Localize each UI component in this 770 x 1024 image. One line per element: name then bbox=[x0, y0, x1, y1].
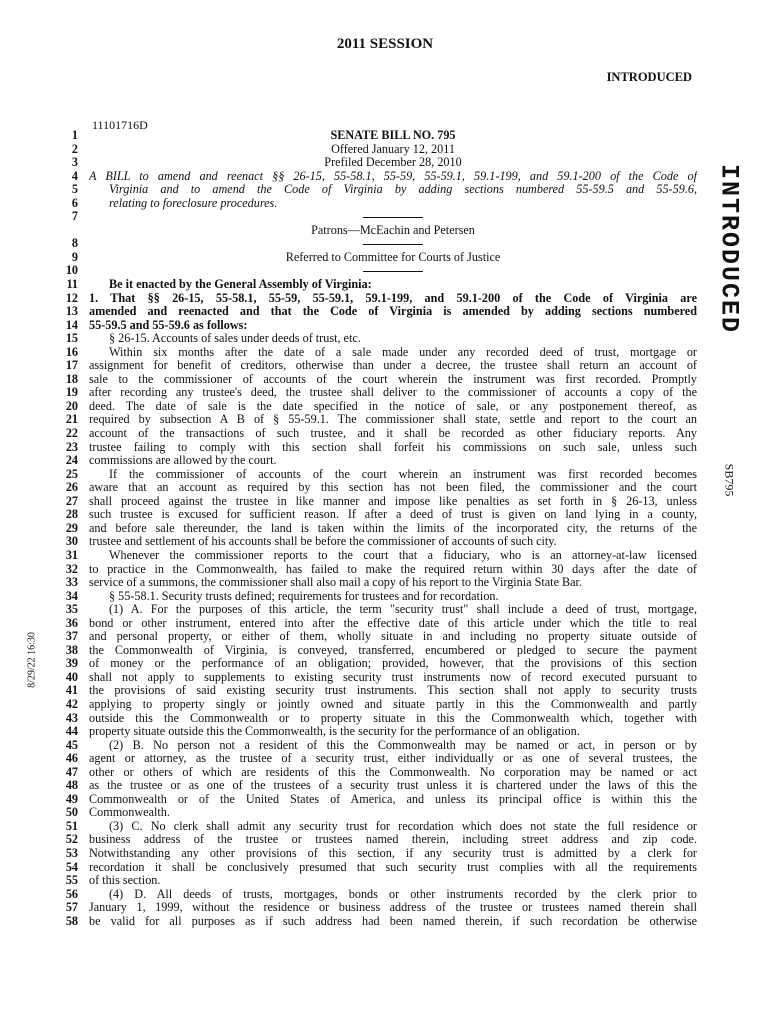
line-number: 49 bbox=[65, 791, 78, 806]
bill-line bbox=[50, 793, 710, 807]
line-text: of money or the performance of an obligation; provided, however, that the provisions of this section bbox=[89, 657, 697, 671]
line-number: 31 bbox=[65, 547, 78, 562]
bill-line bbox=[50, 251, 710, 265]
line-number: 24 bbox=[65, 453, 78, 468]
line-number: 42 bbox=[65, 696, 78, 711]
bill-line bbox=[50, 359, 710, 373]
vertical-status-label bbox=[714, 134, 744, 364]
line-text: of this section. bbox=[89, 874, 161, 888]
line-number: 4 bbox=[71, 168, 78, 183]
line-text bbox=[89, 237, 697, 251]
line-text: the Commonwealth of Virginia, is conveyed, transferred, encumbered or pledged to secure the payment bbox=[89, 643, 697, 657]
bill-line bbox=[50, 224, 710, 238]
bill-line bbox=[50, 576, 710, 590]
bill-line bbox=[50, 441, 710, 455]
bill-line bbox=[50, 725, 710, 739]
bill-line bbox=[50, 400, 710, 414]
line-text: Whenever the commissioner reports to the court that a fiduciary, who is an attorney-at-law licensed bbox=[109, 548, 697, 562]
line-number: 50 bbox=[65, 805, 78, 820]
bill-line bbox=[50, 292, 710, 306]
line-number: 43 bbox=[65, 710, 78, 725]
line-text: applying to property singly or jointly owned and situate partly in this the Commonwealth and partly bbox=[89, 697, 697, 711]
line-text: account of the transactions of such trustee, and it shall be recorded as other fiduciary reports. Any bbox=[89, 427, 697, 441]
session-header: 2011 SESSION bbox=[336, 36, 434, 52]
line-number: 51 bbox=[65, 818, 78, 833]
bill-line bbox=[50, 346, 710, 360]
bill-number-text: SB795 bbox=[722, 463, 737, 497]
line-number: 41 bbox=[65, 683, 78, 698]
line-text: Referred to Committee for Courts of Justice bbox=[285, 250, 501, 264]
bill-line bbox=[50, 156, 710, 170]
bill-line bbox=[50, 888, 710, 902]
line-text: recordation it shall be conclusively presumed that such security trust complies with all the requirements bbox=[89, 860, 697, 874]
bill-line bbox=[50, 535, 710, 549]
line-text: Patrons––McEachin and Petersen bbox=[311, 223, 475, 237]
bill-line bbox=[50, 170, 710, 184]
bill-line bbox=[50, 847, 710, 861]
line-number: 38 bbox=[65, 642, 78, 657]
line-number: 8 bbox=[71, 236, 78, 251]
line-text: If the commissioner of accounts of the court wherein an instrument was first recorded becomes bbox=[109, 467, 697, 481]
bill-line bbox=[50, 278, 710, 292]
line-number: 34 bbox=[65, 588, 78, 603]
bill-line bbox=[50, 671, 710, 685]
line-text: trustee and settlement of his accounts shall be before the commissioner of accounts of such city. bbox=[89, 535, 557, 549]
separator-rule bbox=[363, 217, 423, 218]
line-text: shall proceed against the trustee in like manner and impose like penalties as set forth in § 26-13, unless bbox=[89, 494, 697, 508]
line-number: 9 bbox=[71, 249, 78, 264]
line-number: 27 bbox=[65, 493, 78, 508]
line-number: 1 bbox=[71, 128, 78, 142]
bill-line bbox=[50, 806, 710, 820]
bill-line bbox=[50, 779, 710, 793]
print-timestamp bbox=[22, 620, 42, 700]
bill-line bbox=[50, 603, 710, 617]
line-number: 47 bbox=[65, 764, 78, 779]
line-text: Virginia and to amend the Code of Virginia by adding sections numbered 55-59.5 and 55-59.6, bbox=[109, 183, 697, 197]
line-number: 21 bbox=[65, 412, 78, 427]
line-text bbox=[89, 264, 697, 278]
bill-line bbox=[50, 833, 710, 847]
line-number: 46 bbox=[65, 751, 78, 766]
line-text: property situate outside this the Commonwealth, is the security for the performance of an obligation. bbox=[89, 725, 580, 739]
print-timestamp-text: 8/29/22 16:30 bbox=[26, 632, 38, 688]
bill-line bbox=[50, 752, 710, 766]
line-number: 17 bbox=[65, 358, 78, 373]
bill-line bbox=[50, 264, 710, 278]
line-text: trustee failing to comply with this section shall forfeit his commissions on such sale, unless such bbox=[89, 440, 697, 454]
line-text: service of a summons, the commissioner shall also mail a copy of his report to the Virginia State Bar. bbox=[89, 576, 582, 590]
bill-line bbox=[50, 454, 710, 468]
line-number: 58 bbox=[65, 913, 78, 928]
line-number: 36 bbox=[65, 615, 78, 630]
line-number: 40 bbox=[65, 669, 78, 684]
line-number: 26 bbox=[65, 480, 78, 495]
line-text: Commonwealth or of the United States of America, and unless its principal office is within this the bbox=[89, 792, 697, 806]
bill-line bbox=[50, 197, 710, 211]
bill-line bbox=[50, 915, 710, 929]
line-number: 22 bbox=[65, 426, 78, 441]
line-text: Within six months after the date of a sale made under any recorded deed of trust, mortgage or bbox=[109, 345, 697, 359]
line-text: agent or attorney, as the trustee of a security trust, either individually or as one of several trustees, the bbox=[89, 752, 697, 766]
line-number: 55 bbox=[65, 873, 78, 888]
document-id: 11101716D bbox=[92, 118, 148, 132]
line-number: 2 bbox=[71, 141, 78, 156]
line-text: Notwithstanding any other provisions of this section, if any security trust is admitted by a clerk for bbox=[89, 846, 697, 860]
line-number: 45 bbox=[65, 737, 78, 752]
line-text: SENATE BILL NO. 795 bbox=[330, 129, 456, 142]
line-number: 11 bbox=[66, 277, 78, 292]
line-number: 48 bbox=[65, 778, 78, 793]
bill-line bbox=[50, 468, 710, 482]
line-number: 19 bbox=[65, 385, 78, 400]
bill-line bbox=[50, 563, 710, 577]
bill-line bbox=[50, 237, 710, 251]
bill-line bbox=[50, 183, 710, 197]
bill-line bbox=[50, 630, 710, 644]
line-number: 44 bbox=[65, 724, 78, 739]
line-text: outside this the Commonwealth or to property situate in this the Commonwealth which, together with bbox=[89, 711, 697, 725]
line-number: 23 bbox=[65, 439, 78, 454]
line-text: Offered January 12, 2011 bbox=[331, 142, 455, 156]
line-number bbox=[50, 224, 78, 238]
line-text: January 1, 1999, without the residence or business address of the trustee or trustees named therein shall bbox=[89, 901, 697, 915]
line-number: 32 bbox=[65, 561, 78, 576]
line-text: § 26-15. Accounts of sales under deeds of trust, etc. bbox=[109, 332, 361, 346]
line-number: 15 bbox=[65, 331, 78, 346]
line-text: Be it enacted by the General Assembly of Virginia: bbox=[109, 278, 372, 292]
line-number: 30 bbox=[65, 534, 78, 549]
bill-line bbox=[50, 766, 710, 780]
line-text: (4) D. All deeds of trusts, mortgages, bonds or other instruments recorded by the clerk prior to bbox=[109, 887, 697, 901]
bill-line bbox=[50, 332, 710, 346]
bill-line bbox=[50, 684, 710, 698]
bill-line bbox=[50, 590, 710, 604]
line-number: 56 bbox=[65, 886, 78, 901]
line-number: 14 bbox=[65, 317, 78, 332]
bill-line bbox=[50, 427, 710, 441]
line-text: the provisions of said existing security trust instruments. This section shall not apply to security trusts bbox=[89, 684, 697, 698]
line-number: 33 bbox=[65, 575, 78, 590]
line-number: 39 bbox=[65, 656, 78, 671]
bill-line bbox=[50, 413, 710, 427]
bill-line bbox=[50, 495, 710, 509]
bill-status: INTRODUCED bbox=[606, 70, 692, 84]
line-number: 53 bbox=[65, 845, 78, 860]
line-number: 12 bbox=[65, 290, 78, 305]
line-number: 25 bbox=[65, 466, 78, 481]
bill-text-body bbox=[50, 129, 710, 928]
bill-line bbox=[50, 874, 710, 888]
line-text: such trustee is excused for sufficient reason. If after a deed of trust is given on land lying in a county, bbox=[89, 508, 697, 522]
line-text bbox=[89, 210, 697, 224]
bill-line bbox=[50, 861, 710, 875]
line-text: 1. That §§ 26-15, 55-58.1, 55-59, 55-59.1, 59.1-199, and 59.1-200 of the Code of Virginia are bbox=[89, 291, 697, 305]
line-text: be valid for all purposes as if such address had been named therein, if such recordation be otherwise bbox=[89, 914, 697, 928]
bill-line bbox=[50, 481, 710, 495]
bill-line bbox=[50, 549, 710, 563]
line-text: required by subsection A B of § 55-59.1. The commissioner shall state, settle and report to the court an bbox=[89, 413, 697, 427]
line-text: (3) C. No clerk shall admit any security trust for recordation which does not state the full residence or bbox=[109, 819, 697, 833]
bill-line bbox=[50, 129, 710, 143]
bill-line bbox=[50, 210, 710, 224]
bill-line bbox=[50, 522, 710, 536]
bill-line bbox=[50, 712, 710, 726]
line-number: 13 bbox=[65, 304, 78, 319]
bill-line bbox=[50, 508, 710, 522]
line-text: business address of the trustee or trustees named therein, including street address and zip code. bbox=[89, 833, 697, 847]
line-text: shall not apply to supplements to existing security trust instruments now of record executed pursuant to bbox=[89, 670, 697, 684]
line-number: 3 bbox=[71, 155, 78, 170]
separator-rule bbox=[363, 244, 423, 245]
line-text: and personal property, or either of them, wholly situate in and including no property situate outside of bbox=[89, 630, 697, 644]
bill-line bbox=[50, 698, 710, 712]
line-number: 5 bbox=[71, 182, 78, 197]
vertical-bill-number bbox=[714, 450, 744, 510]
line-text: Prefiled December 28, 2010 bbox=[324, 156, 462, 170]
vertical-status-text: INTRODUCED bbox=[714, 163, 744, 335]
line-number: 16 bbox=[65, 344, 78, 359]
line-text: amended and reenacted and that the Code of Virginia is amended by adding sections numbered bbox=[89, 305, 697, 319]
line-text: as the trustee or as one of the trustees of a security trust unless it is chartered under the laws of this the bbox=[89, 779, 697, 793]
line-text: commissions are allowed by the court. bbox=[89, 454, 277, 468]
line-text: Commonwealth. bbox=[89, 806, 170, 820]
line-text: 55-59.5 and 55-59.6 as follows: bbox=[89, 318, 248, 332]
line-number: 7 bbox=[71, 209, 78, 224]
line-text: A BILL to amend and reenact §§ 26-15, 55-58.1, 55-59, 55-59.1, 59.1-199, and 59.1-200 of the Code of bbox=[89, 169, 697, 183]
bill-line bbox=[50, 617, 710, 631]
bill-line bbox=[50, 386, 710, 400]
line-number: 6 bbox=[71, 195, 78, 210]
line-number: 57 bbox=[65, 900, 78, 915]
bill-line bbox=[50, 305, 710, 319]
line-number: 28 bbox=[65, 507, 78, 522]
line-number: 54 bbox=[65, 859, 78, 874]
line-text: relating to foreclosure procedures. bbox=[109, 196, 278, 210]
line-number: 29 bbox=[65, 520, 78, 535]
line-number: 52 bbox=[65, 832, 78, 847]
line-text: other or others of which are residents of this the Commonwealth. No corporation may be named or act bbox=[89, 765, 697, 779]
bill-line bbox=[50, 901, 710, 915]
line-number: 20 bbox=[65, 398, 78, 413]
line-text: to practice in the Commonwealth, has failed to make the required return within 30 days after the date of bbox=[89, 562, 697, 576]
line-number: 35 bbox=[65, 602, 78, 617]
line-text: (2) B. No person not a resident of this the Commonwealth may be named or act, in person or by bbox=[109, 738, 697, 752]
line-number: 10 bbox=[65, 263, 78, 278]
bill-line bbox=[50, 739, 710, 753]
line-text: aware that an account as required by this section has not been filed, the commissioner and the court bbox=[89, 481, 697, 495]
line-text: and before sale thereunder, the land is taken within the limits of the incorporated city, the returns of the bbox=[89, 521, 697, 535]
line-text: bond or other instrument, entered into after the effective date of this article under which the title to real bbox=[89, 616, 697, 630]
line-text: deed. The date of sale is the date specified in the notice of sale, or any postponement thereof, as bbox=[89, 399, 697, 413]
bill-line bbox=[50, 319, 710, 333]
bill-line bbox=[50, 820, 710, 834]
line-text: assignment for benefit of creditors, otherwise than under a decree, the trustee shall return an account of bbox=[89, 359, 697, 373]
separator-rule bbox=[363, 271, 423, 272]
line-number: 37 bbox=[65, 629, 78, 644]
bill-line bbox=[50, 143, 710, 157]
line-text: after recording any trustee's deed, the trustee shall deliver to the commissioner of accounts a copy of the bbox=[89, 386, 697, 400]
line-text: § 55-58.1. Security trusts defined; requirements for trustees and for recordation. bbox=[109, 589, 499, 603]
line-number: 18 bbox=[65, 371, 78, 386]
bill-line bbox=[50, 644, 710, 658]
bill-line bbox=[50, 373, 710, 387]
line-text: (1) A. For the purposes of this article, the term "security trust" shall include a deed of trust, mortgage, bbox=[109, 603, 697, 617]
line-text: sale to the commissioner of accounts of the court wherein the instrument was first recorded. Promptly bbox=[89, 372, 697, 386]
bill-line bbox=[50, 657, 710, 671]
